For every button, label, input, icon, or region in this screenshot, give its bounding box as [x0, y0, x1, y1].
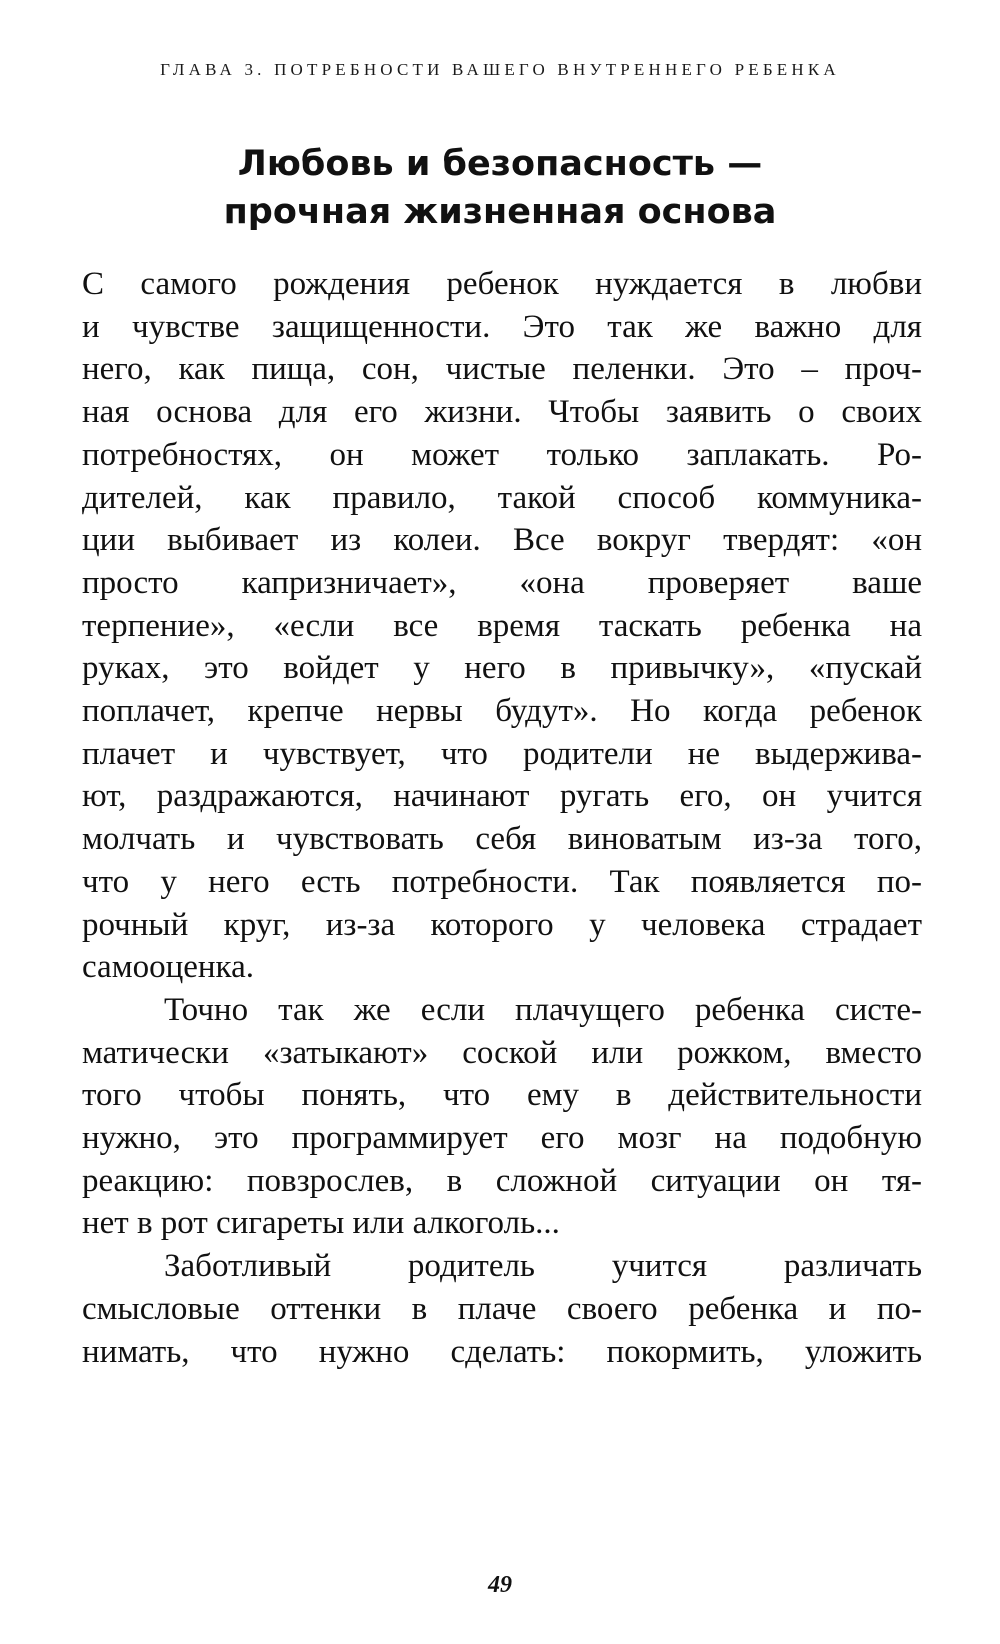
section-title-line-2: прочная жизненная основа [223, 192, 777, 232]
text-line: рочный круг, из-за которого у человека страдает [82, 906, 922, 943]
text-line: ная основа для его жизни. Чтобы заявить о своих [82, 394, 922, 431]
text-line: С самого рождения ребенок нуждается в любви [82, 266, 922, 302]
body-text [82, 263, 922, 1373]
paragraph-last-line: самооценка. [82, 949, 254, 986]
text-line: что у него есть потребности. Так появляется по- [82, 863, 922, 900]
text-line: того чтобы понять, что ему в действительности [82, 1077, 922, 1114]
text-line: просто капризничает», «она проверяет ваше [82, 564, 922, 601]
text-line: нимать, что нужно сделать: покормить, уложить [82, 1333, 922, 1370]
running-head: ГЛАВА 3. ПОТРЕБНОСТИ ВАШЕГО ВНУТРЕННЕГО РЕБЕНКА [160, 60, 840, 79]
section-title [60, 140, 940, 236]
text-line: поплачет, крепче нервы будут». Но когда ребенок [82, 693, 922, 730]
section-title-line-1: Любовь и безопасность — [237, 144, 763, 184]
text-line: ции выбивает из колеи. Все вокруг твердят: «он [82, 522, 922, 559]
text-line: руках, это войдет у него в привычку», «пускай [82, 650, 922, 687]
text-line: потребностях, он может только заплакать. Ро- [82, 436, 922, 473]
text-line: смысловые оттенки в плаче своего ребенка и по- [82, 1290, 922, 1327]
text-line: дителей, как правило, такой способ коммуника- [82, 479, 922, 516]
paragraph-first-line: Заботливый родитель учится различать [164, 1248, 922, 1285]
text-line: молчать и чувствовать себя виноватым из-за того, [82, 821, 922, 858]
text-line: ют, раздражаются, начинают ругать его, он учится [82, 778, 922, 815]
text-line: плачет и чувствует, что родители не выдержива- [82, 735, 922, 772]
paragraph-first-line: Точно так же если плачущего ребенка систе- [164, 991, 922, 1028]
text-line: него, как пища, сон, чистые пеленки. Это – проч- [82, 351, 922, 388]
text-line: нужно, это программирует его мозг на подобную [82, 1120, 922, 1157]
text-line: терпение», «если все время таскать ребенка на [82, 607, 922, 644]
text-line: реакцию: повзрослев, в сложной ситуации он тя- [82, 1162, 922, 1199]
paragraph-last-line: нет в рот сигареты или алкоголь... [82, 1205, 560, 1242]
page-number: 49 [488, 1572, 512, 1598]
text-line: и чувстве защищенности. Это так же важно для [82, 308, 922, 345]
text-line: матически «затыкают» соской или рожком, вместо [82, 1034, 922, 1071]
